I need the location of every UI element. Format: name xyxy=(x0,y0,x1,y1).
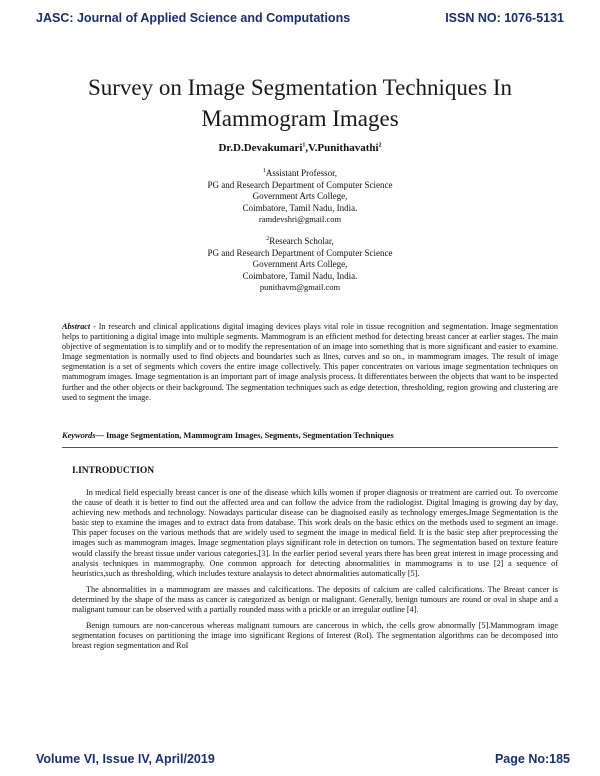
section-heading: I.INTRODUCTION xyxy=(72,466,155,476)
affiliation-1-role: Assistant Professor, xyxy=(265,168,338,178)
paragraph-3: Benign tumours are non-cancerous whereas malignant tumours are cancerous in which, the cells grow abnormally [5].Mammogram image segmentation focuses on partitioning the image into significant Regions of Interest (RoI). The segmentation algorithms can be decomposed into breast region segmentation and RoI xyxy=(72,621,558,651)
paragraph-1: In medical field especially breast cancer is one of the disease which kills women if proper diagnosis or treatment are carried out. To overcome the cause of death it is better to find out the affected area and can follow the advice from the radiologist. Digital Imaging is growing day by day, achieving new methods and technology. Nowadays particular disease can be diagnoised easily as technology emerges.Image Segmentation is the basic step to examine the images and to extract data from database. This work deals on the basic ethics on the methods used to segment an image. This paper focuses on the various methods that are widely used to segment the image in medical field. It is the basic step after preprocessing the images such as mammogram images. Image segmentation plays significant role in detection on tumors. The segmentation based on texture feature would classify the breast tissue under various categories.[3]. In the earlier period several years there has been great interest in image processing and analysis techniques in mammography. One common approach for detecting abnormalities in mammograms is to use [2] a sequence of heuristics,such as thresholding, which includes texture analaysis to detect abnormalities automatically [5]. xyxy=(72,488,558,578)
abstract-lead: Abstract - xyxy=(62,322,96,331)
running-header xyxy=(36,11,564,25)
affiliation-2 xyxy=(0,236,600,294)
affiliation-2-college: Government Arts College, xyxy=(252,259,348,269)
running-footer xyxy=(36,752,570,766)
author-2: V.Punithavathi xyxy=(308,142,379,154)
affiliation-2-dept: PG and Research Department of Computer Science xyxy=(207,247,393,258)
affiliation-1-email: ramdevshri@gmail.com xyxy=(258,214,342,224)
affiliation-1-college: Government Arts College, xyxy=(252,191,348,201)
body-text xyxy=(72,488,558,651)
affiliation-1-city: Coimbatore, Tamil Nadu, India. xyxy=(242,202,358,213)
affiliation-2-email: punithavm@gmail.com xyxy=(259,282,341,292)
author-separator: , xyxy=(305,142,309,154)
affiliation-2-role: Research Scholar, xyxy=(269,236,334,246)
section-divider xyxy=(62,447,558,448)
author-2-sup: 2 xyxy=(378,142,382,149)
volume-issue: Volume VI, Issue IV, April/2019 xyxy=(36,752,215,766)
author-1-sup: 1 xyxy=(302,142,306,149)
keywords xyxy=(62,431,558,440)
abstract-text: In research and clinical applications digital imaging devices plays vital role in tissue recognition and segmentation. Image segmentation helps to partitioning a digital image into multiple segments. Mammogram is an efficient method for detecting breast cancer at earlier stages. The main objective of segmentation is to simplify and or to modify the representation of an image into something that is more significant and easier to examine. Image segmentation is normally used to find objects and boundaries such as lines, curves and so on., in mammogram images. The result of image segmentation is a set of segments which covers the entire image collectively. This paper concentrates on various image segmentation techniques on mammogram images. Image segmentation is an important part of image analysis process. It differentiates between the objects that want to be inspected further and the other objects or their background. The segmentation techniques such as edge detection, thresholding, region growing and clustering are used to segment the image. xyxy=(62,322,558,402)
abstract xyxy=(62,322,558,403)
author-line xyxy=(0,142,600,154)
author-1: Dr.D.Devakumari xyxy=(218,142,303,154)
paragraph-2: The abnormalities in a mammogram are masses and calcifications. The deposits of calcium are called calcifications. The Breast cancer is determined by the shape of the mass as cancer is categorized as benign or malignant. Generally, benign tumours are round or oval in shape and a malignant tumour can be observed with a partially rounded mass with a prickle or an irregular outline [4]. xyxy=(72,584,558,615)
paper-title: Survey on Image Segmentation Techniques In Mammogram Images xyxy=(87,75,512,131)
affiliation-1-sup: 1 xyxy=(262,168,266,174)
affiliation-1 xyxy=(0,168,600,226)
affiliation-1-dept: PG and Research Department of Computer Science xyxy=(207,179,393,190)
page-number: Page No:185 xyxy=(494,752,570,766)
keywords-label: Keywords xyxy=(62,431,96,440)
issn-number: ISSN NO: 1076-5131 xyxy=(445,11,564,25)
journal-name: JASC: Journal of Applied Science and Computations xyxy=(36,11,351,25)
keywords-text: — Image Segmentation, Mammogram Images, Segments, Segmentation Techniques xyxy=(95,431,394,440)
affiliation-2-sup: 2 xyxy=(266,236,270,242)
affiliation-2-city: Coimbatore, Tamil Nadu, India. xyxy=(242,270,358,281)
